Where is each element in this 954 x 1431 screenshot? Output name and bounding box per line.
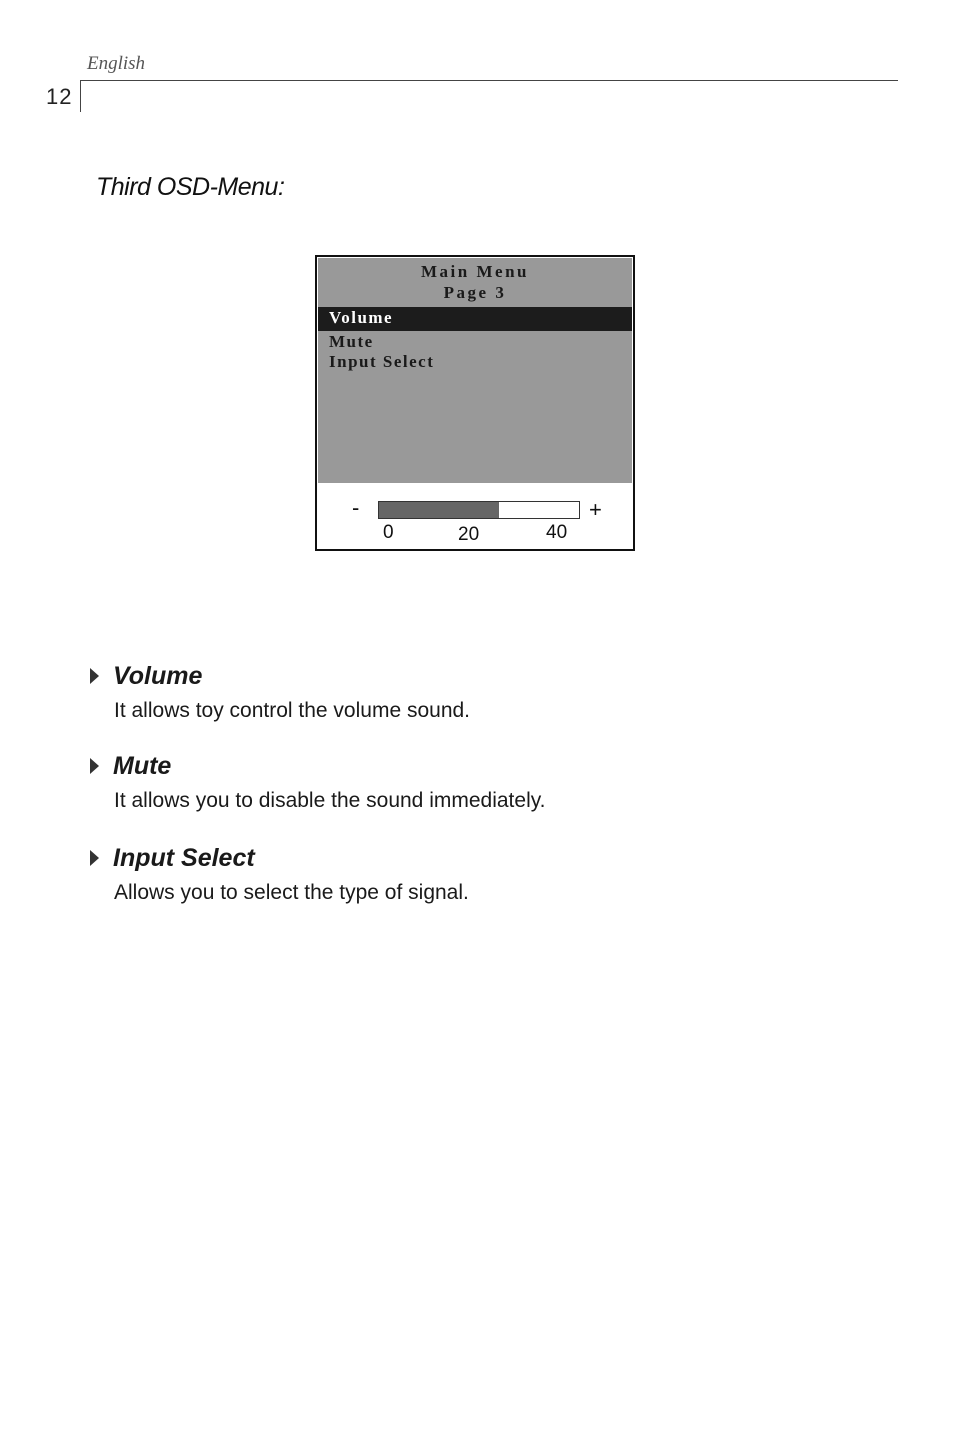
volume-minus[interactable]: - (352, 495, 360, 520)
header-language: English (87, 53, 146, 74)
osd-item-input-select[interactable]: Input Select (329, 352, 435, 371)
slider-tick-max: 40 (546, 522, 568, 543)
entry-title: Mute (113, 752, 172, 780)
bullet-arrow-icon (90, 850, 99, 866)
section-title: Third OSD-Menu: (96, 173, 285, 201)
bullet-arrow-icon (90, 668, 99, 684)
page-number: 12 (46, 84, 73, 109)
volume-slider[interactable] (378, 501, 580, 519)
osd-title-page: Page 3 (443, 283, 507, 302)
osd-item-volume[interactable]: Volume (318, 307, 632, 331)
header-vertical-rule (80, 80, 81, 112)
entry-title: Input Select (113, 844, 255, 872)
volume-slider-fill (379, 502, 499, 518)
slider-tick-mid: 20 (458, 524, 480, 545)
slider-tick-min: 0 (383, 522, 394, 543)
osd-item-mute[interactable]: Mute (329, 332, 374, 351)
bullet-arrow-icon (90, 758, 99, 774)
entry-description: Allows you to select the type of signal. (114, 881, 469, 904)
header-rule (80, 80, 898, 81)
entry-description: It allows toy control the volume sound. (114, 699, 471, 722)
osd-title-main: Main Menu (421, 262, 529, 281)
volume-plus[interactable]: + (589, 497, 602, 522)
entry-description: It allows you to disable the sound immediately. (114, 789, 546, 812)
osd-menu-panel (318, 258, 632, 483)
osd-screen (315, 255, 635, 551)
entry-title: Volume (113, 662, 203, 690)
